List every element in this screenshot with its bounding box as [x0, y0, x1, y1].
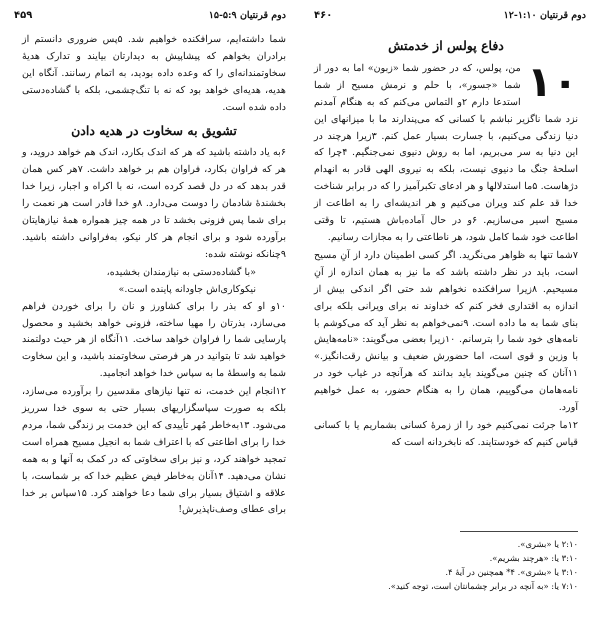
left-text-column — [22, 32, 286, 520]
right-paragraph-1: من، پولس، که در حضور شما «زبون» اما به دور از شما «جسور»، با حلم و نرمش مسیح از شما استدعا دارم ۲و التماس می‌کنم که به هنگام آمدنم نزد شما ناگزیر نباشم با کسانی که می‌پندارند ما با میزانهای این دنیا زندگی می‌کنیم، با جسارت بسیار عمل کنم. ۳زیرا هرچند در این دنیا به سر می‌بریم، اما به روش دنیوی نمی‌جنگیم. ۴چرا که اسلحهٔ جنگ ما دنیوی نیست، بلکه به نیروی الهی قادر به انهدام دژهاست. ۵ما استدلالها و هر ادعای تکبرآمیز را که در برابر شناخت خدا قد علم کند ویران می‌کنیم و هر اندیشه‌ای را به اطاعت از مسیح اسیر می‌سازیم. ۶و در حال آماده‌باش هستیم، تا وقتی اطاعت خود شما کامل شود، هر ناطاعتی را به مجازات رسانیم. — [314, 62, 578, 243]
quotation-line-1: «با گشاده‌دستی به نیازمندان بخشیده، — [106, 266, 256, 278]
chapter-number: ۱۰ — [526, 56, 578, 106]
left-paragraph-1: ۶به یاد داشته باشید که هر که اندک بکارد، اندک هم خواهد دروید، و هر که فراوان بکارد، فراوان هم بر خواهد داشت. ۷هر کس همان قدر بدهد که در دل قصد کرده است، نه با اکراه و اجبار، زیرا خدا بخشندهٔ شادمان را دوست می‌دارد. ۸و خدا قادر است هر نعمت را برای شما پس فزونی بخشد تا در همه چیز همواره همهٔ نیازهایتان برآورده شود و برای انجام هر کار نیکو، به‌فراوانی داشته باشید. ۹چنانکه نوشته شده: — [22, 147, 286, 260]
right-header-book: دوم قرنتیان ۱:۱۰-۱۲ — [503, 9, 586, 21]
quotation-block — [22, 265, 286, 299]
left-running-header — [14, 8, 286, 22]
left-paragraph-3: ۱۲انجام این خدمت، نه تنها نیازهای مقدسین را برآورده می‌سازد، بلکه به صورت سپاسگزاریهای بسیار حتی به سوی خدا سرریز می‌شود. ۱۳به‌خاطر مُهر تأییدی که این خدمت بر زندگی شما، مردم خدا را برای اطاعتی که با اعتراف شما به انجیل مسیح همراه است تمجید خواهند کرد، و نیز برای سخاوتی که در کمک به آنها و به همه نشان می‌دهید. ۱۴آنان به‌خاطر فیض عظیم خدا که بر شماست، با علاقه و اشتیاق بسیار برای شما دعا خواهند کرد. ۱۵سپاس بر خدا برای عطای وصف‌ناپذیرش! — [22, 386, 287, 516]
right-section-heading: دفاع پولس از خدمتش — [388, 38, 504, 53]
right-page — [300, 0, 600, 626]
quotation-line-2: نیکوکاری‌اش جاودانه پاینده است.» — [118, 283, 256, 295]
footnote: ۲:۱۰ یا «بشری». — [517, 539, 578, 549]
left-section-heading: تشویق به سخاوت در هدیه دادن — [71, 122, 237, 138]
right-text-column — [314, 32, 578, 453]
footnote-divider — [460, 531, 578, 532]
footnote: ۷:۱۰ یا: «به آنچه در برابر چشمانتان است، توجه کنید». — [388, 581, 578, 591]
left-paragraph-2: ۱۰و او که بذر را برای کشاورز و نان را برای خوردن فراهم می‌سازد، بذرتان را مهیا ساخته، فزونی خواهد بخشید و محصول پارسایی شما را فراوان خواهد ساخت. ۱۱آنگاه از هر حیث دولتمند خواهید شد تا بتوانید در هر فرصتی سخاوتمند باشید، و این سخاوت شما به واسطهٔ ما به سپاس خدا خواهد انجامید. — [22, 300, 286, 380]
left-header-book: دوم قرنتیان ۵:۹-۱۵ — [208, 9, 286, 21]
right-paragraph-3: ۱۲ما جرئت نمی‌کنیم خود را از زمرهٔ کسانی بشماریم یا با کسانی قیاس کنیم که خودستایند. که نابخردانه است که — [314, 419, 578, 448]
footnote: ۳:۱۰ یا «بشری». ۴* همچنین در آیهٔ ۴. — [445, 567, 578, 577]
left-page-number: ۴۵۹ — [14, 9, 33, 21]
right-running-header — [314, 8, 586, 22]
left-intro-paragraph: شما داشته‌ایم، سرافکنده خواهیم شد. ۵پس ضروری دانستم از برادران بخواهم که پیشاپیش به دیدارتان بیایند و تدارک هدیهٔ سخاوتمندانه‌ای را که وعده داده بودید، به اتمام رسانند. آنگاه این هدیه، هدیه‌ای خواهد بود که نه با تنگ‌چشمی، بلکه با گشاده‌دستی داده شده است. — [22, 34, 286, 113]
right-page-number: ۴۶۰ — [314, 9, 333, 21]
footnotes — [314, 537, 578, 593]
footnote: ۳:۱۰ یا: «هرچند بشریم». — [489, 553, 578, 563]
right-paragraph-2: ۷شما تنها به ظواهر می‌نگرید. اگر کسی اطمینان دارد از آنِ مسیح است، باید در نظر داشته باشد که ما نیز به همان اندازه از آنِ مسیحیم. ۸زیرا سرافکنده نخواهم شد حتی اگر اندکی بیش از اندازه به اقتداری فخر کنم که خداوند نه برای ویرانی بلکه برای بنای شما به ما داده است. ۹نمی‌خواهم به نظر آید که می‌کوشم با نامه‌های خود شما را بترسانم. ۱۰زیرا بعضی می‌گویند: «نامه‌هایش با وزین و قوی است، اما حضورش ضعیف و بیانش رقت‌انگیز.» ۱۱آنان که چنین می‌گویند باید بدانند که هرآنچه در غیاب خود در نامه‌هامان می‌گوییم، همان را به هنگام حضور، به عمل خواهیم آورد. — [314, 249, 578, 414]
